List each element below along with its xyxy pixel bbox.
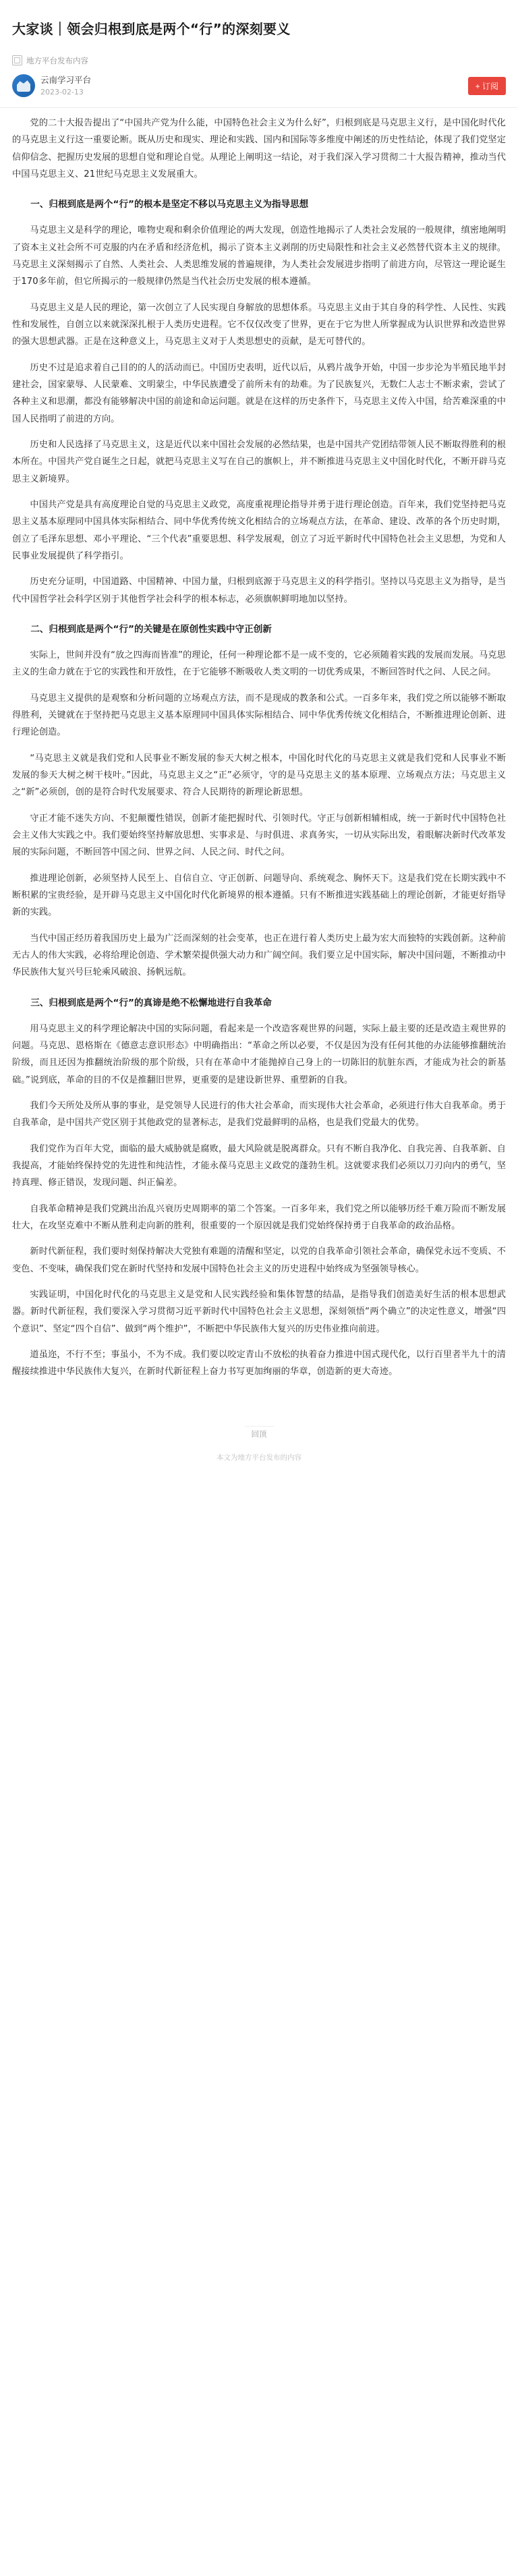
section-heading-2: 二、归根到底是两个“行”的关键是在原创性实践中守正创新	[30, 624, 272, 635]
paragraph: 马克思主义是人民的理论，第一次创立了人民实现自身解放的思想体系。马克思主义由于其自身的科学性、人民性、实践性和发展性，自创立以来就深深扎根于人类历史进程。它不仅仅改变了世界，更在于它为世人所掌握成为认识世界和改造世界的强大思想武器。正是在这种意义上，马克思主义对于人类思想史的贡献，是无可替代的。	[12, 302, 506, 347]
paragraph: 实际上，世间并没有“放之四海而皆准”的理论，任何一种理论都不是一成不变的，它必须随着实践的发展而发展。马克思主义的生命力就在于它的实践性和开放性，在于它能够不断吸收人类文明的一切优秀成果，不断回答时代之问、人民之问。	[12, 650, 506, 678]
subscribe-button[interactable]: + 订阅	[468, 77, 506, 95]
article-body	[0, 115, 518, 1410]
paragraph: 新时代新征程，我们要时刻保持解决大党独有难题的清醒和坚定，以党的自我革命引领社会革命，确保党永远不变质、不变色、不变味，确保我们党在新时代坚持和发展中国特色社会主义的历史进程中始终成为坚强领导核心。	[12, 1247, 506, 1274]
paragraph: 马克思主义是科学的理论，唯物史观和剩余价值理论的两大发现，创造性地揭示了人类社会发展的一般规律，缜密地阐明了资本主义社会所不可克服的内在矛盾和经济危机，揭示了资本主义剥削的历史局限性和社会主义必然替代资本主义的规律。马克思主义深刻揭示了自然、人类社会、人类思维发展的普遍规律，为人类社会发展进步指明了前进方向，尽管这一理论诞生于170多年前，但它所揭示的一般规律仍然是当代社会历史发展的根本遵循。	[12, 225, 506, 287]
paragraph: 我们党作为百年大党，面临的最大威胁就是腐败，最大风险就是脱离群众。只有不断自我净化、自我完善、自我革新、自我提高，才能始终保持党的先进性和纯洁性，才能永葆马克思主义政党的蓬勃生机。这就要求我们必须以刀刃向内的勇气，坚持真理、修正错误，发现问题、纠正偏差。	[12, 1143, 506, 1189]
paragraph: 马克思主义提供的是观察和分析问题的立场观点方法，而不是现成的教条和公式。一百多年来，我们党之所以能够不断取得胜利，关键就在于坚持把马克思主义基本原理同中国具体实际相结合、同中华优秀传统文化相结合，不断推进理论创新、进行理论创造。	[12, 693, 506, 738]
paragraph: 守正才能不迷失方向、不犯颠覆性错误，创新才能把握时代、引领时代。守正与创新相辅相成，统一于新时代中国特色社会主义伟大实践之中。我们要始终坚持解放思想、实事求是、与时俱进、求真务实，一切从实际出发，着眼解决新时代改革发展的实际问题，不断回答中国之问、世界之问、人民之问、时代之问。	[12, 813, 506, 858]
paragraph: 用马克思主义的科学理论解决中国的实际问题，看起来是一个改造客观世界的问题，实际上最主要的还是改造主观世界的问题。马克思、恩格斯在《德意志意识形态》中明确指出：“革命之所以必要，不仅是因为没有任何其他的办法能够推翻统治阶级，而且还因为推翻统治阶级的那个阶级，只有在革命中才能抛掉自己身上的一切陈旧的肮脏东西，才能成为社会的新基础。”说到底，革命的目的不仅是推翻旧世界，更重要的是建设新世界、重塑新的自我。	[12, 1023, 506, 1085]
article-page	[0, 9, 518, 2576]
paragraph: 当代中国正经历着我国历史上最为广泛而深刻的社会变革，也正在进行着人类历史上最为宏大而独特的实践创新。这种前无古人的伟大实践，必将给理论创造、学术繁荣提供强大动力和广阔空间。我们要立足中国实际，解决中国问题，不断推动中华民族伟大复兴号巨轮乘风破浪、扬帆远航。	[12, 933, 506, 978]
author-meta	[40, 74, 468, 98]
paragraph: 推进理论创新，必须坚持人民至上、自信自立、守正创新、问题导向、系统观念、胸怀天下。这是我们党在长期实践中不断积累的宝贵经验，是开辟马克思主义中国化时代化新境界的根本遵循。只有不断推进实践基础上的理论创新，才能更好指导新的实践。	[12, 873, 506, 918]
author-row	[0, 70, 518, 107]
section-heading-1: 一、归根到底是两个“行”的根本是坚定不移以马克思主义为指导思想	[30, 199, 309, 210]
section-heading-3: 三、归根到底是两个“行”的真谛是绝不松懈地进行自我革命	[30, 997, 272, 1008]
avatar[interactable]	[12, 74, 35, 97]
footer	[0, 1416, 518, 1448]
paragraph: 自我革命精神是我们党跳出治乱兴衰历史周期率的第二个答案。一百多年来，我们党之所以能够历经千难万险而不断发展壮大，在攻坚克难中不断从胜利走向新的胜利，很重要的一个原因就是我们党始终保持勇于自我革命的政治品格。	[12, 1203, 506, 1232]
paragraph: 道虽迩，不行不至；事虽小，不为不成。我们要以咬定青山不放松的执着奋力推进中国式现代化，以行百里者半九十的清醒接续推进中华民族伟大复兴，在新时代新征程上奋力书写更加绚丽的华章，创造新的更大奇迹。	[12, 1350, 506, 1377]
page-title: 大家谈｜领会归根到底是两个“行”的深刻要义	[12, 21, 291, 38]
paragraph: 中国共产党是具有高度理论自觉的马克思主义政党，高度重视理论指导并勇于进行理论创造。百年来，我们党坚持把马克思主义基本原理同中国具体实际相结合、同中华优秀传统文化相结合的立场观点方法，在革命、建设、改革的各个历史时期，创立了毛泽东思想、邓小平理论、“三个代表”重要思想、科学发展观，创立了习近平新时代中国特色社会主义思想，为党和人民事业发展提供了科学指引。	[12, 500, 506, 562]
footer-note: 本文为地方平台发布的内容	[217, 1453, 301, 1462]
paragraph: 我们今天所处及所从事的事业，是党领导人民进行的伟大社会革命，而实现伟大社会革命，必须进行伟大自我革命。勇于自我革命，是中国共产党区别于其他政党的显著标志，是我们党最鲜明的品格，也是我们党最大的优势。	[12, 1100, 506, 1128]
paragraph: 历史和人民选择了马克思主义，这是近代以来中国社会发展的必然结果，也是中国共产党团结带领人民不断取得胜利的根本所在。中国共产党自诞生之日起，就把马克思主义写在自己的旗帜上，并不断推进马克思主义中国化时代化，不断开辟马克思主义新境界。	[12, 440, 506, 484]
author-name[interactable]: 云南学习平台	[40, 74, 92, 85]
back-to-top-button[interactable]: 回顶	[245, 1426, 274, 1441]
paragraph: 历史充分证明，中国道路、中国精神、中国力量，归根到底源于马克思主义的科学指引。坚持以马克思主义为指导，是当代中国哲学社会科学区别于其他哲学社会科学的根本标志，必须旗帜鲜明地加以坚持。	[12, 577, 506, 604]
document-icon	[12, 55, 22, 65]
paragraph: “马克思主义就是我们党和人民事业不断发展的参天大树之根本，中国化时代化的马克思主义就是我们党和人民事业不断发展的参天大树之树干枝叶。”因此，马克思主义之“正”必须守，守的是马克思主义的基本原理、立场观点方法；马克思主义之“新”必须创，创的是符合时代发展要求、符合人民期待的新理论新思想。	[12, 753, 506, 798]
intro-paragraph: 党的二十大报告提出了“中国共产党为什么能，中国特色社会主义为什么好”，归根到底是马克思主义行，是中国化时代化的马克思主义行这一重要论断。既从历史和现实、理论和实践、国内和国际等多维度中阐述的历史性结论，体现了我们党坚定信仰信念、把握历史发展的思想自觉和理论自觉。从理论上阐明这一结论，对于我们深入学习贯彻二十大报告精神，推动当代中国马克思主义、21世纪马克思主义发展重大。	[12, 118, 506, 180]
source-label: 地方平台发布内容	[26, 55, 88, 65]
paragraph: 实践证明，中国化时代化的马克思主义是党和人民实践经验和集体智慧的结晶，是指导我们创造美好生活的根本思想武器。新时代新征程，我们要深入学习贯彻习近平新时代中国特色社会主义思想，深刻领悟“两个确立”的决定性意义，增强“四个意识”、坚定“四个自信”、做到“两个维护”，不断把中华民族伟大复兴的历史伟业推向前进。	[12, 1290, 506, 1334]
header-divider	[0, 107, 518, 108]
paragraph: 历史不过是追求着自己目的的人的活动而已。中国历史表明，近代以后，从鸦片战争开始，中国一步步沦为半殖民地半封建社会，国家蒙辱、人民蒙难、文明蒙尘，中华民族遭受了前所未有的劫难。为了民族复兴，无数仁人志士不断求索，尝试了各种主义和思潮，都没有能够解决中国的前途和命运问题。就是在这样的历史条件下，马克思主义传入中国，给苦难深重的中国人民指明了前进的方向。	[12, 362, 506, 424]
source-row	[0, 55, 518, 70]
publish-date: 2023-02-13	[40, 87, 84, 96]
